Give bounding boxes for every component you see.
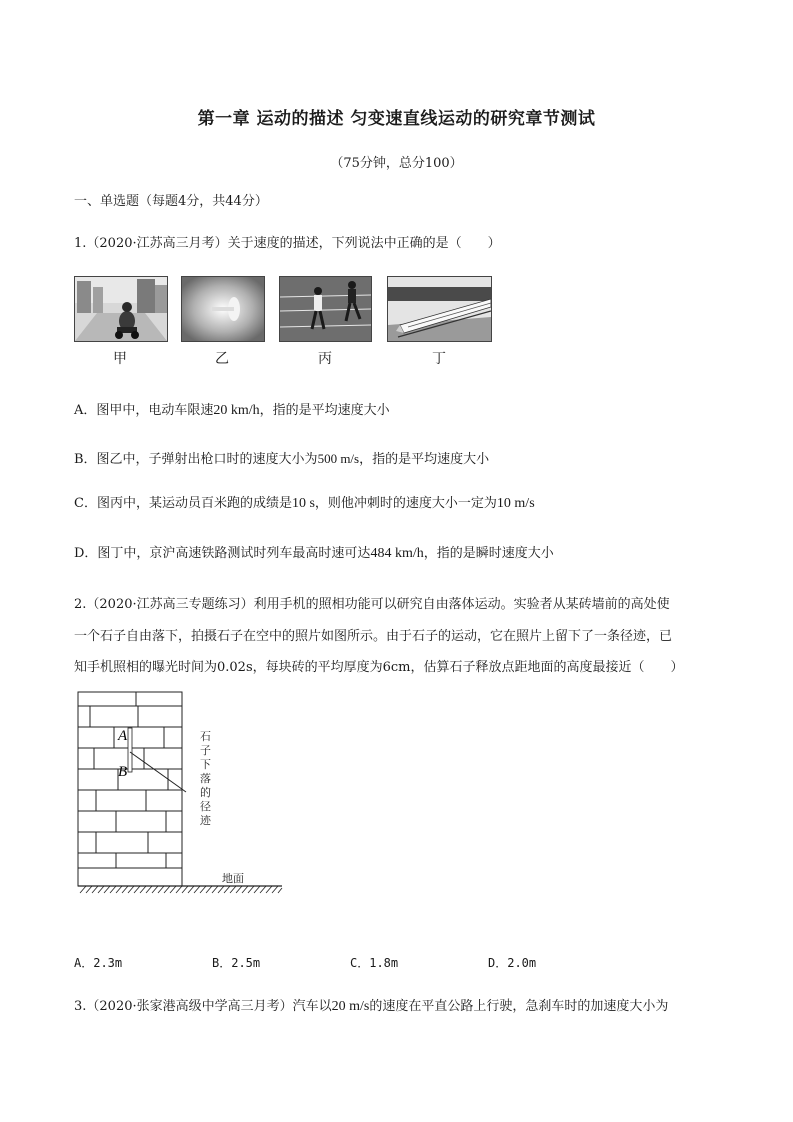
svg-text:迹: 迹 [200, 814, 211, 827]
q1-option-d-tail: ，指的是瞬时速度大小 [423, 546, 554, 561]
q1-photo-yi [181, 276, 265, 342]
stone-trace [128, 728, 132, 772]
q1-option-a [74, 399, 390, 419]
q2-stem-line-2: 一个石子自由落下，拍摄石子在空中的照片如图所示。由于石子的运动，它在照片上留下了一条径迹，已 [74, 629, 673, 644]
ground-label: 地面 [222, 872, 244, 885]
trace-pointer-line [130, 752, 186, 792]
train-image [388, 277, 491, 341]
brick-wall [78, 692, 182, 886]
q1-option-a-value: 20 km/h [213, 403, 260, 418]
q1-option-d-value: 484 km/h [370, 546, 424, 561]
q1-photo-ding [387, 276, 492, 342]
q1-option-b-tail: ，指的是平均速度大小 [359, 452, 490, 467]
q1-option-c-mid: ，则他冲刺时的速度大小一定为 [314, 496, 497, 511]
q1-photo-jia [74, 276, 168, 342]
q1-option-b-value: 500 m/s [317, 451, 360, 466]
svg-text:下: 下 [200, 758, 211, 771]
trace-label [200, 730, 212, 827]
brick-wall-figure [72, 688, 292, 900]
q1-option-c-value: 10 s [291, 496, 315, 511]
section-heading: 一、单选题（每题4分，共44分） [74, 194, 268, 209]
q1-option-c-value2: 10 m/s [496, 496, 535, 511]
svg-text:的: 的 [200, 786, 211, 799]
svg-text:径: 径 [200, 800, 211, 813]
scooter-street-image [75, 277, 167, 341]
q2-option-c: C．1.8m [350, 956, 399, 970]
q1-photo-bing [279, 276, 372, 342]
q2-option-b: B．2.5m [212, 956, 261, 970]
ground-hatch [80, 886, 282, 893]
q1-option-c [74, 492, 535, 512]
svg-text:子: 子 [200, 744, 211, 757]
q3-speed-value: 20 m/s [331, 999, 370, 1014]
q1-option-d-text: D．图丁中，京沪高速铁路测试时列车最高时速可达 [74, 546, 371, 561]
bullet-image [182, 277, 264, 341]
q2-option-a: A．2.3m [74, 956, 123, 970]
q1-caption-ding: 丁 [432, 351, 446, 367]
q1-stem: 1.（2020·江苏高三月考）关于速度的描述，下列说法中正确的是（ ） [74, 236, 501, 251]
q1-option-b-text: B．图乙中，子弹射出枪口时的速度大小为 [74, 452, 318, 467]
q3-stem-tail: 的速度在平直公路上行驶，急刹车时的加速度大小为 [369, 999, 669, 1014]
q1-caption-yi: 乙 [215, 351, 229, 367]
runners-image [280, 277, 371, 341]
svg-text:落: 落 [200, 772, 211, 785]
q1-caption-jia: 甲 [113, 351, 127, 367]
svg-text:石: 石 [200, 730, 211, 743]
q1-option-c-text: C．图丙中，某运动员百米跑的成绩是 [74, 496, 292, 511]
page-subtitle: （75分钟，总分100） [330, 156, 463, 171]
q1-option-a-tail: ，指的是平均速度大小 [259, 403, 390, 418]
point-b-label: B [118, 764, 128, 780]
q1-option-a-text: A．图甲中，电动车限速 [74, 403, 214, 418]
q1-caption-bing: 丙 [318, 351, 332, 367]
q1-option-b [74, 448, 489, 467]
q2-option-d: D．2.0m [488, 956, 537, 970]
page-title: 第一章 运动的描述 匀变速直线运动的研究章节测试 [197, 109, 596, 129]
q3-stem [74, 995, 668, 1015]
q2-stem-line-3: 知手机照相的曝光时间为0.02s，每块砖的平均厚度为6cm，估算石子释放点距地面的高度最接近（ ） [74, 660, 684, 675]
point-a-label: A [118, 728, 128, 744]
q3-stem-text: 3.（2020·张家港高级中学高三月考）汽车以 [74, 999, 332, 1014]
q1-option-d [74, 542, 554, 562]
q2-stem-line-1: 2.（2020·江苏高三专题练习）利用手机的照相功能可以研究自由落体运动。实验者从某砖墙前的高处使 [74, 597, 670, 612]
